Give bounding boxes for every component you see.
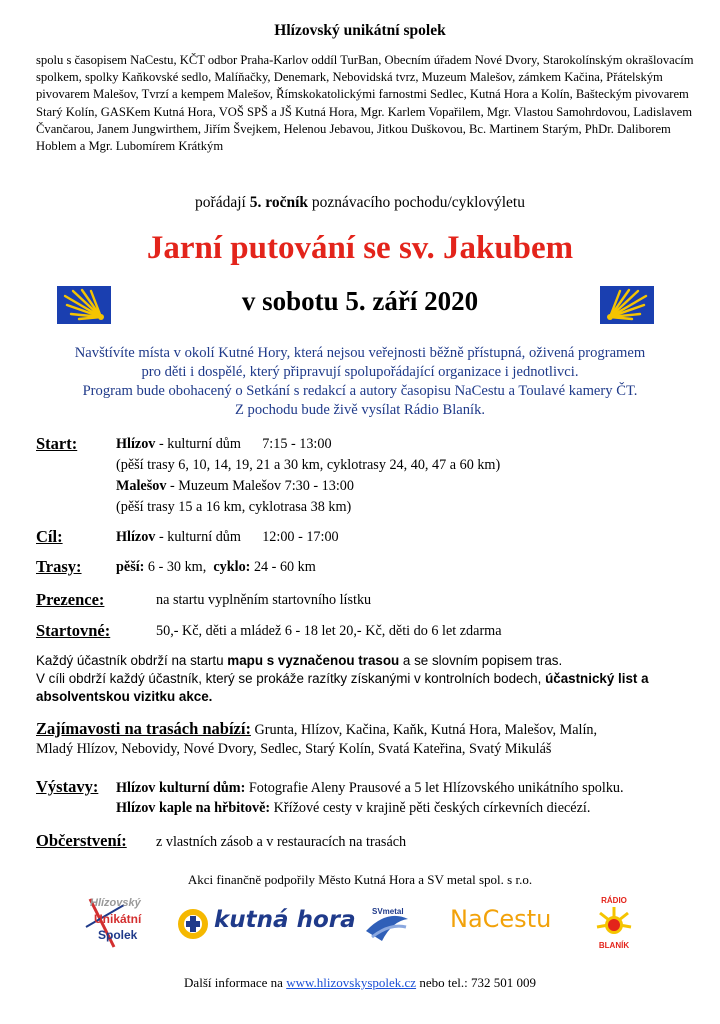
attractions-line-2: Mladý Hlízov, Nebovidy, Nové Dvory, Sedlec, Starý Kolín, Svatá Kateřina, Svatý Mikuláš <box>36 741 552 757</box>
nacestu-wordmark: NaCestu <box>450 905 552 933</box>
routes-label: Trasy: <box>36 557 82 576</box>
sponsor-logos <box>0 895 720 955</box>
fee-label: Startovné: <box>36 621 111 640</box>
spolek-logo-line-3: Spolek <box>98 928 138 942</box>
description-line: Navštívíte místa v okolí Kutné Hory, která nejsou veřejnosti běžně přístupná, oživená programem <box>74 345 646 361</box>
info-certificate: účastnický list a absolventskou vizitku akce. <box>36 671 649 704</box>
organizer-title: Hlízovský unikátní spolek <box>274 22 446 39</box>
website-link[interactable]: www.hlizovskyspolek.cz <box>286 975 417 990</box>
description-line: pro děti i dospělé, který připravují spolupořádající organizace i jednotlivci. <box>141 364 579 380</box>
bike-label: cyklo: <box>213 559 251 575</box>
registration-value: na startu vyplněním startovního lístku <box>156 592 372 608</box>
finish-place <box>116 529 339 546</box>
edition: 5. ročník <box>249 194 308 211</box>
registration-label: Prezence: <box>36 590 105 609</box>
start-label: Start: <box>36 434 78 453</box>
event-description <box>0 344 720 420</box>
intro-suffix: poznávacího pochodu/cyklovýletu <box>311 194 525 211</box>
exhibition-item-1 <box>116 780 624 797</box>
start-place-1-name: Hlízov <box>116 436 156 452</box>
refreshments-label: Občerstvení: <box>36 831 127 850</box>
start-place-1-routes: (pěší trasy 6, 10, 14, 19, 21 a 30 km, cyklotrasy 24, 40, 47 a 60 km) <box>116 457 501 473</box>
exhibition-1-name: Hlízov kulturní dům: <box>116 780 246 796</box>
info-text-3: V cíli obdrží každý účastník, který se prokáže razítky získanými v kontrolních bodech, <box>36 671 546 686</box>
exhibition-2-text: Křížové cesty v krajině pěti českých církevních diecézí. <box>270 800 591 816</box>
info-text-2: a se slovním popisem tras. <box>399 653 563 668</box>
intro-line <box>0 194 720 212</box>
footer <box>0 975 720 991</box>
finish-place-name: Hlízov <box>116 529 156 545</box>
event-title: Jarní putování se sv. Jakubem <box>146 230 574 266</box>
attractions-list-1: Grunta, Hlízov, Kačina, Kaňk, Kutná Hora, Malešov, Malín, <box>250 722 598 738</box>
routes-values <box>116 559 316 576</box>
nacestu-logo <box>450 905 560 939</box>
refreshments-value: z vlastních zásob a v restauracích na trasách <box>156 834 407 850</box>
start-place-2-routes: (pěší trasy 15 a 16 km, cyklotrasa 38 km) <box>116 499 352 515</box>
event-date: v sobotu 5. září 2020 <box>241 286 479 316</box>
attractions-label: Zajímavosti na trasách nabízí: <box>36 719 251 738</box>
sponsors-text: Akci finančně podpořily Město Kutná Hora a SV metal spol. s r.o. <box>187 872 533 887</box>
walk-label: pěší: <box>116 559 145 575</box>
spolek-logo-line-2: Unikátní <box>94 912 142 926</box>
start-place-2-name: Malešov <box>116 478 167 494</box>
hlizovsky-spolek-logo <box>84 897 156 949</box>
start-place-2-time: - Muzeum Malešov 7:30 - 13:00 <box>166 478 354 494</box>
bike-value: 24 - 60 km <box>250 559 316 575</box>
attractions-line-1 <box>36 719 597 739</box>
start-place-2 <box>116 478 354 495</box>
kutna-hora-logo <box>178 905 356 945</box>
kutna-hora-wordmark: kutná hora <box>214 907 356 933</box>
exhibition-item-2 <box>116 800 590 817</box>
fee-value: 50,- Kč, děti a mládež 6 - 18 let 20,- Kč, děti do 6 let zdarma <box>156 623 502 639</box>
svmetal-wordmark: SVmetal <box>372 907 404 916</box>
radio-blanik-line-1: RÁDIO <box>601 896 627 905</box>
svmetal-logo <box>362 901 412 947</box>
info-text-1: Každý účastník obdrží na startu <box>36 653 228 668</box>
footer-suffix: nebo tel.: 732 501 009 <box>416 975 536 990</box>
exhibition-2-name: Hlízov kaple na hřbitově: <box>116 800 271 816</box>
footer-prefix: Další informace na <box>184 975 287 990</box>
walk-value: 6 - 30 km, <box>144 559 214 575</box>
exhibition-1-text: Fotografie Aleny Prausové a 5 let Hlízovského unikátního spolku. <box>245 780 624 796</box>
exhibitions-label: Výstavy: <box>36 777 99 796</box>
start-place-1-time: - kulturní dům 7:15 - 13:00 <box>155 436 332 452</box>
partners-list: spolu s časopisem NaCestu, KČT odbor Praha-Karlov oddíl TurBan, Obecním úřadem Nové Dvory, Starokolínským okrašlovacím spolkem, spolky Kaňkovské sedlo, Malíňačky, Denemark, Nebovidská tvrz, Muzeum Malešov, zámkem Kačina, Přátelským pivovarem Malešov, Tvrzí a kempem Malešov, Římskokatolickými farnostmi Sedlec, Kutná Hora a Kolín, Bašteckým pivovarem Starý Kolín, GASKem Kutná Hora, VOŠ SPŠ a JŠ Kutná Hora, Mgr. Karlem Vopařilem, Mgr. Vlastou Samohrdovou, Ladislavem Čvančarou, Janem Jungwirthem, Jiřím Švejkem, Helenou Jebavou, Jitkou Duškovou, Bc. Martinem Starým, PhDr. Daliborem Hoblem a Mgr. Lubomírem Krátkým <box>36 53 694 154</box>
finish-label: Cíl: <box>36 527 63 546</box>
info-map: mapu s vyznačenou trasou <box>227 653 400 668</box>
radio-blanik-logo <box>592 897 636 951</box>
description-line: Program bude obohacený o Setkání s redakcí a autory časopisu NaCestu a Toulavé kamery ČT. <box>82 383 638 399</box>
spolek-logo-line-1: Hlízovský <box>90 897 141 909</box>
finish-time: - kulturní dům 12:00 - 17:00 <box>155 529 339 545</box>
intro-prefix: pořádají <box>195 194 246 211</box>
info-paragraph <box>36 652 696 706</box>
description-line: Z pochodu bude živě vysílat Rádio Blaník. <box>234 402 486 418</box>
radio-blanik-line-2: BLANÍK <box>598 941 630 950</box>
start-place-1 <box>116 436 332 453</box>
kutna-hora-emblem-icon <box>178 909 208 939</box>
